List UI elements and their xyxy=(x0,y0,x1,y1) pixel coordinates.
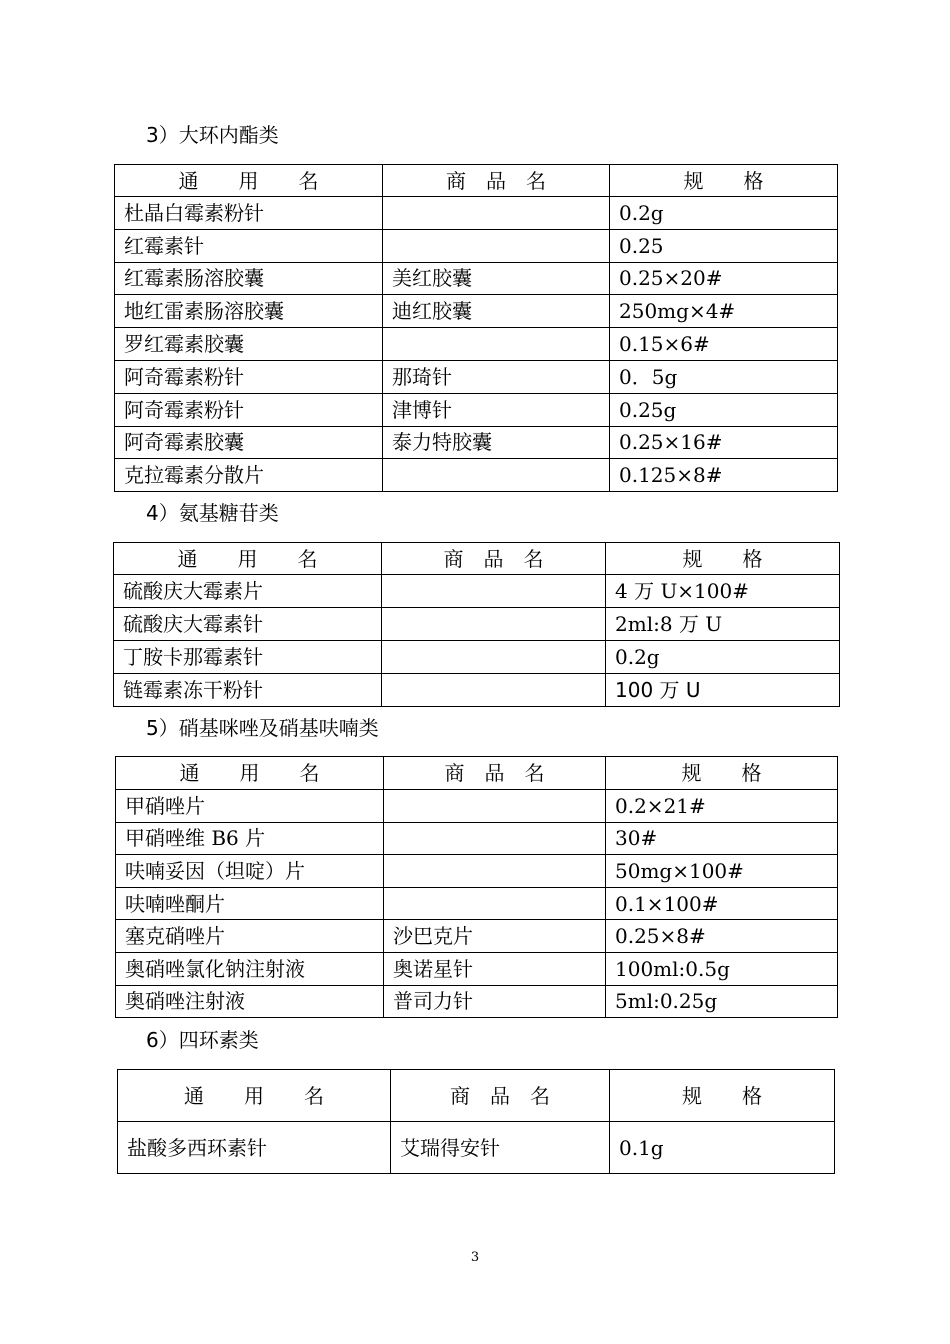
column-header-brand-name: 商 品 名 xyxy=(383,165,610,197)
tetracyclines-table xyxy=(117,1069,835,1174)
brand-name-cell: 津博针 xyxy=(383,393,610,426)
spec-cell: 0．5g xyxy=(610,360,838,393)
column-header-spec: 规 格 xyxy=(610,1070,835,1122)
brand-name-cell xyxy=(382,575,606,608)
generic-name-cell: 地红雷素肠溶胶囊 xyxy=(115,295,383,328)
table-row xyxy=(115,328,838,361)
generic-name-cell: 呋喃妥因（坦啶）片 xyxy=(116,855,384,888)
table-row xyxy=(115,393,838,426)
table-header-row xyxy=(114,543,840,575)
generic-name-cell: 奥硝唑注射液 xyxy=(116,985,384,1018)
table-row xyxy=(114,575,840,608)
brand-name-cell xyxy=(384,887,606,920)
brand-name-cell xyxy=(384,822,606,855)
spec-cell: 0.25×8# xyxy=(606,920,838,953)
brand-name-cell: 那琦针 xyxy=(383,360,610,393)
brand-name-cell: 美红胶囊 xyxy=(383,262,610,295)
generic-name-cell: 硫酸庆大霉素针 xyxy=(114,608,382,641)
table-row xyxy=(114,608,840,641)
generic-name-cell: 罗红霉素胶囊 xyxy=(115,328,383,361)
brand-name-cell xyxy=(382,674,606,707)
spec-cell: 0.25×20# xyxy=(610,262,838,295)
generic-name-cell: 奥硝唑氯化钠注射液 xyxy=(116,952,384,985)
section-heading-macrolides: 3）大环内酯类 xyxy=(146,123,279,147)
generic-name-cell: 丁胺卡那霉素针 xyxy=(114,641,382,674)
generic-name-cell: 塞克硝唑片 xyxy=(116,920,384,953)
column-header-spec: 规 格 xyxy=(606,543,840,575)
table-row xyxy=(114,641,840,674)
spec-cell: 0.2×21# xyxy=(606,790,838,823)
generic-name-cell: 甲硝唑片 xyxy=(116,790,384,823)
table-row xyxy=(115,197,838,230)
column-header-brand-name: 商 品 名 xyxy=(384,757,606,790)
brand-name-cell xyxy=(384,790,606,823)
brand-name-cell xyxy=(382,641,606,674)
column-header-generic-name: 通 用 名 xyxy=(116,757,384,790)
section-heading-aminoglycosides: 4）氨基糖苷类 xyxy=(146,501,279,525)
generic-name-cell: 呋喃唑酮片 xyxy=(116,887,384,920)
table-header-row xyxy=(116,757,838,790)
brand-name-cell xyxy=(382,608,606,641)
brand-name-cell: 奥诺星针 xyxy=(384,952,606,985)
generic-name-cell: 红霉素肠溶胶囊 xyxy=(115,262,383,295)
spec-cell: 100ml:0.5g xyxy=(606,952,838,985)
table-row xyxy=(116,920,838,953)
brand-name-cell: 普司力针 xyxy=(384,985,606,1018)
brand-name-cell xyxy=(383,328,610,361)
table-row xyxy=(115,229,838,262)
generic-name-cell: 硫酸庆大霉素片 xyxy=(114,575,382,608)
generic-name-cell: 阿奇霉素粉针 xyxy=(115,393,383,426)
table-row xyxy=(116,952,838,985)
table-row xyxy=(115,360,838,393)
section-heading-tetracyclines: 6）四环素类 xyxy=(146,1028,259,1052)
column-header-brand-name: 商 品 名 xyxy=(382,543,606,575)
generic-name-cell: 克拉霉素分散片 xyxy=(115,459,383,492)
generic-name-cell: 链霉素冻干粉针 xyxy=(114,674,382,707)
table-row xyxy=(115,459,838,492)
table-header-row xyxy=(115,165,838,197)
spec-cell: 0.2g xyxy=(606,641,840,674)
spec-cell: 100 万 U xyxy=(606,674,840,707)
spec-cell: 50mg×100# xyxy=(606,855,838,888)
column-header-spec: 规 格 xyxy=(610,165,838,197)
brand-name-cell xyxy=(383,459,610,492)
generic-name-cell: 红霉素针 xyxy=(115,229,383,262)
brand-name-cell: 迪红胶囊 xyxy=(383,295,610,328)
spec-cell: 0.25 xyxy=(610,229,838,262)
table-row xyxy=(115,426,838,459)
table-row xyxy=(116,855,838,888)
column-header-generic-name: 通 用 名 xyxy=(115,165,383,197)
brand-name-cell xyxy=(383,229,610,262)
generic-name-cell: 阿奇霉素粉针 xyxy=(115,360,383,393)
table-row xyxy=(115,295,838,328)
spec-cell: 30# xyxy=(606,822,838,855)
table-header-row xyxy=(118,1070,835,1122)
table-row xyxy=(115,262,838,295)
brand-name-cell: 泰力特胶囊 xyxy=(383,426,610,459)
generic-name-cell: 甲硝唑维 B6 片 xyxy=(116,822,384,855)
table-row xyxy=(114,674,840,707)
generic-name-cell: 盐酸多西环素针 xyxy=(118,1122,391,1174)
table-row xyxy=(116,790,838,823)
column-header-brand-name: 商 品 名 xyxy=(391,1070,610,1122)
spec-cell: 0.2g xyxy=(610,197,838,230)
table-row xyxy=(116,822,838,855)
brand-name-cell: 艾瑞得安针 xyxy=(391,1122,610,1174)
macrolides-table xyxy=(114,164,838,492)
brand-name-cell: 沙巴克片 xyxy=(384,920,606,953)
spec-cell: 0.15×6# xyxy=(610,328,838,361)
section-heading-nitroimidazoles: 5）硝基咪唑及硝基呋喃类 xyxy=(146,716,379,740)
table-row xyxy=(116,887,838,920)
spec-cell: 0.25×16# xyxy=(610,426,838,459)
spec-cell: 4 万 U×100# xyxy=(606,575,840,608)
brand-name-cell xyxy=(384,855,606,888)
spec-cell: 5ml:0.25g xyxy=(606,985,838,1018)
page-number: 3 xyxy=(470,1250,480,1265)
column-header-generic-name: 通 用 名 xyxy=(114,543,382,575)
table-row xyxy=(118,1122,835,1174)
generic-name-cell: 阿奇霉素胶囊 xyxy=(115,426,383,459)
generic-name-cell: 杜晶白霉素粉针 xyxy=(115,197,383,230)
table-row xyxy=(116,985,838,1018)
column-header-generic-name: 通 用 名 xyxy=(118,1070,391,1122)
spec-cell: 0.125×8# xyxy=(610,459,838,492)
spec-cell: 0.1×100# xyxy=(606,887,838,920)
spec-cell: 0.25g xyxy=(610,393,838,426)
brand-name-cell xyxy=(383,197,610,230)
column-header-spec: 规 格 xyxy=(606,757,838,790)
nitroimidazoles-table xyxy=(115,756,838,1018)
spec-cell: 2ml:8 万 U xyxy=(606,608,840,641)
aminoglycosides-table xyxy=(113,542,840,707)
spec-cell: 0.1g xyxy=(610,1122,835,1174)
spec-cell: 250mg×4# xyxy=(610,295,838,328)
